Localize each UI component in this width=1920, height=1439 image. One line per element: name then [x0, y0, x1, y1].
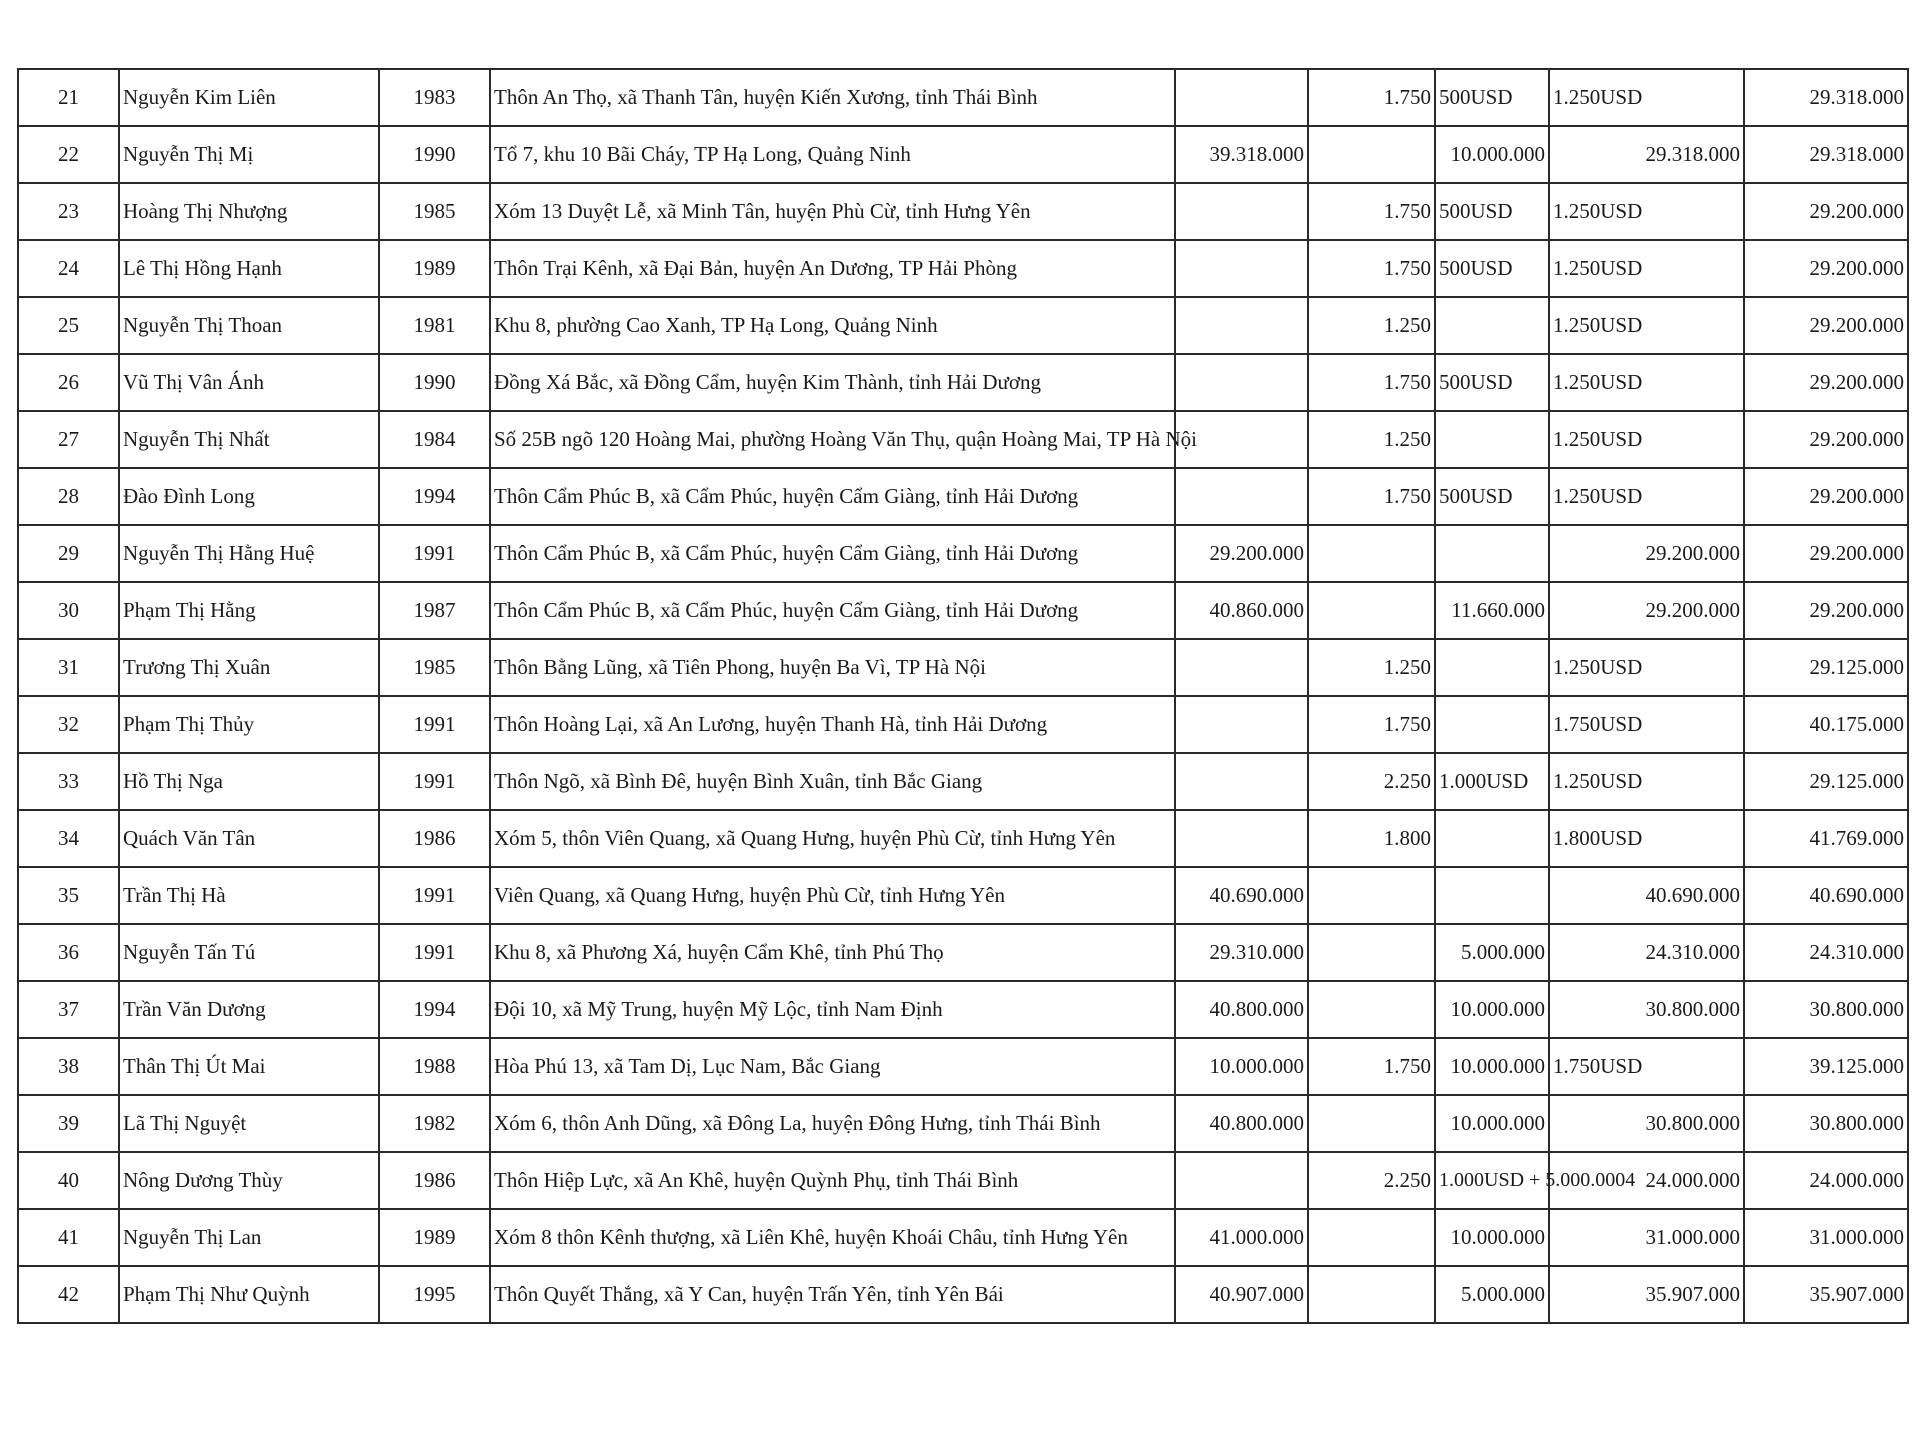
amount-col-8-cell: 1.250USD — [1549, 753, 1744, 810]
amount-col-8-cell: 1.800USD — [1549, 810, 1744, 867]
amount-col-7-cell — [1435, 867, 1549, 924]
amount-col-9-cell: 29.318.000 — [1744, 69, 1908, 126]
birth-year-cell: 1990 — [379, 354, 490, 411]
amount-col-7-cell: 1.000USD + 5.000.0004 — [1435, 1152, 1549, 1209]
row-number-cell: 22 — [18, 126, 119, 183]
address-cell: Số 25B ngõ 120 Hoàng Mai, phường Hoàng Văn Thụ, quận Hoàng Mai, TP Hà Nội — [490, 411, 1175, 468]
birth-year-cell: 1995 — [379, 1266, 490, 1323]
amount-col-8-cell: 1.250USD — [1549, 297, 1744, 354]
amount-col-9-cell: 29.200.000 — [1744, 354, 1908, 411]
amount-col-7-cell: 10.000.000 — [1435, 1095, 1549, 1152]
amount-col-5-cell: 40.860.000 — [1175, 582, 1308, 639]
amount-col-5-cell: 10.000.000 — [1175, 1038, 1308, 1095]
table-row — [18, 696, 1908, 753]
birth-year-cell: 1987 — [379, 582, 490, 639]
table-body — [18, 69, 1908, 1323]
table-row — [18, 810, 1908, 867]
amount-col-7-cell — [1435, 525, 1549, 582]
amount-col-5-cell — [1175, 696, 1308, 753]
full-name-cell: Quách Văn Tân — [119, 810, 379, 867]
amount-col-7-cell: 500USD — [1435, 183, 1549, 240]
amount-col-6-cell — [1308, 1095, 1435, 1152]
address-cell: Thôn Cẩm Phúc B, xã Cẩm Phúc, huyện Cẩm Giàng, tỉnh Hải Dương — [490, 525, 1175, 582]
full-name-cell: Nguyễn Thị Hằng Huệ — [119, 525, 379, 582]
table-row — [18, 411, 1908, 468]
amount-col-9-cell: 24.310.000 — [1744, 924, 1908, 981]
full-name-cell: Nguyễn Thị Thoan — [119, 297, 379, 354]
amount-col-5-cell — [1175, 297, 1308, 354]
amount-col-9-cell: 29.200.000 — [1744, 411, 1908, 468]
address-cell: Thôn Ngõ, xã Bình Đê, huyện Bình Xuân, tỉnh Bắc Giang — [490, 753, 1175, 810]
amount-col-7-cell — [1435, 639, 1549, 696]
amount-col-5-cell: 29.310.000 — [1175, 924, 1308, 981]
amount-col-9-cell: 29.200.000 — [1744, 582, 1908, 639]
amount-col-9-cell: 29.200.000 — [1744, 240, 1908, 297]
table-row — [18, 183, 1908, 240]
row-number-cell: 39 — [18, 1095, 119, 1152]
full-name-cell: Hoàng Thị Nhượng — [119, 183, 379, 240]
amount-col-7-cell — [1435, 297, 1549, 354]
row-number-cell: 41 — [18, 1209, 119, 1266]
amount-col-8-cell: 1.250USD — [1549, 411, 1744, 468]
address-cell: Xóm 5, thôn Viên Quang, xã Quang Hưng, huyện Phù Cừ, tỉnh Hưng Yên — [490, 810, 1175, 867]
full-name-cell: Đào Đình Long — [119, 468, 379, 525]
birth-year-cell: 1985 — [379, 183, 490, 240]
amount-col-8-cell: 1.250USD — [1549, 183, 1744, 240]
full-name-cell: Lã Thị Nguyệt — [119, 1095, 379, 1152]
amount-col-6-cell — [1308, 582, 1435, 639]
address-cell: Thôn An Thọ, xã Thanh Tân, huyện Kiến Xương, tỉnh Thái Bình — [490, 69, 1175, 126]
amount-col-9-cell: 29.200.000 — [1744, 468, 1908, 525]
amount-col-7-cell: 500USD — [1435, 354, 1549, 411]
address-cell: Khu 8, phường Cao Xanh, TP Hạ Long, Quảng Ninh — [490, 297, 1175, 354]
row-number-cell: 37 — [18, 981, 119, 1038]
address-cell: Xóm 6, thôn Anh Dũng, xã Đông La, huyện Đông Hưng, tỉnh Thái Bình — [490, 1095, 1175, 1152]
table-row — [18, 69, 1908, 126]
row-number-cell: 32 — [18, 696, 119, 753]
amount-col-9-cell: 40.175.000 — [1744, 696, 1908, 753]
amount-col-9-cell: 29.125.000 — [1744, 639, 1908, 696]
amount-col-5-cell — [1175, 354, 1308, 411]
amount-col-7-cell: 10.000.000 — [1435, 1038, 1549, 1095]
birth-year-cell: 1990 — [379, 126, 490, 183]
address-cell: Viên Quang, xã Quang Hưng, huyện Phù Cừ, tỉnh Hưng Yên — [490, 867, 1175, 924]
amount-col-8-cell: 1.750USD — [1549, 696, 1744, 753]
amount-col-6-cell: 1.800 — [1308, 810, 1435, 867]
amount-col-6-cell: 1.250 — [1308, 411, 1435, 468]
amount-col-9-cell: 29.200.000 — [1744, 297, 1908, 354]
birth-year-cell: 1988 — [379, 1038, 490, 1095]
full-name-cell: Nguyễn Tấn Tú — [119, 924, 379, 981]
amount-col-7-cell: 500USD — [1435, 240, 1549, 297]
amount-col-6-cell: 1.250 — [1308, 639, 1435, 696]
amount-col-7-cell: 5.000.000 — [1435, 924, 1549, 981]
address-cell: Thôn Bằng Lũng, xã Tiên Phong, huyện Ba Vì, TP Hà Nội — [490, 639, 1175, 696]
amount-col-5-cell — [1175, 183, 1308, 240]
amount-col-9-cell: 30.800.000 — [1744, 981, 1908, 1038]
amount-col-8-cell: 35.907.000 — [1549, 1266, 1744, 1323]
amount-col-7-cell: 11.660.000 — [1435, 582, 1549, 639]
amount-col-8-cell: 1.750USD — [1549, 1038, 1744, 1095]
amount-col-9-cell: 29.318.000 — [1744, 126, 1908, 183]
amount-col-7-cell — [1435, 411, 1549, 468]
amount-col-5-cell — [1175, 810, 1308, 867]
table-row — [18, 867, 1908, 924]
table-row — [18, 525, 1908, 582]
amount-col-8-cell: 24.000.000 — [1549, 1152, 1744, 1209]
amount-col-8-cell: 31.000.000 — [1549, 1209, 1744, 1266]
amount-col-6-cell: 1.750 — [1308, 696, 1435, 753]
row-number-cell: 33 — [18, 753, 119, 810]
address-cell: Hòa Phú 13, xã Tam Dị, Lục Nam, Bắc Giang — [490, 1038, 1175, 1095]
amount-col-8-cell: 24.310.000 — [1549, 924, 1744, 981]
amount-col-9-cell: 29.125.000 — [1744, 753, 1908, 810]
amount-col-6-cell — [1308, 924, 1435, 981]
amount-col-6-cell: 1.750 — [1308, 240, 1435, 297]
birth-year-cell: 1991 — [379, 696, 490, 753]
birth-year-cell: 1986 — [379, 1152, 490, 1209]
row-number-cell: 25 — [18, 297, 119, 354]
full-name-cell: Hồ Thị Nga — [119, 753, 379, 810]
table-row — [18, 1152, 1908, 1209]
amount-col-9-cell: 41.769.000 — [1744, 810, 1908, 867]
table-row — [18, 1266, 1908, 1323]
birth-year-cell: 1981 — [379, 297, 490, 354]
row-number-cell: 42 — [18, 1266, 119, 1323]
amount-col-8-cell: 29.200.000 — [1549, 582, 1744, 639]
amount-col-8-cell: 29.200.000 — [1549, 525, 1744, 582]
amount-col-6-cell — [1308, 1266, 1435, 1323]
amount-col-5-cell: 41.000.000 — [1175, 1209, 1308, 1266]
row-number-cell: 29 — [18, 525, 119, 582]
birth-year-cell: 1985 — [379, 639, 490, 696]
amount-col-7-cell: 10.000.000 — [1435, 981, 1549, 1038]
amount-col-5-cell — [1175, 753, 1308, 810]
row-number-cell: 36 — [18, 924, 119, 981]
amount-col-9-cell: 39.125.000 — [1744, 1038, 1908, 1095]
address-cell: Thôn Cẩm Phúc B, xã Cẩm Phúc, huyện Cẩm Giàng, tỉnh Hải Dương — [490, 468, 1175, 525]
birth-year-cell: 1991 — [379, 924, 490, 981]
full-name-cell: Nguyễn Kim Liên — [119, 69, 379, 126]
amount-col-9-cell: 29.200.000 — [1744, 183, 1908, 240]
table-row — [18, 354, 1908, 411]
amount-col-5-cell — [1175, 1152, 1308, 1209]
full-name-cell: Phạm Thị Thủy — [119, 696, 379, 753]
birth-year-cell: 1982 — [379, 1095, 490, 1152]
amount-col-8-cell: 1.250USD — [1549, 240, 1744, 297]
address-cell: Thôn Hoàng Lại, xã An Lương, huyện Thanh Hà, tỉnh Hải Dương — [490, 696, 1175, 753]
amount-col-5-cell — [1175, 468, 1308, 525]
table-row — [18, 240, 1908, 297]
birth-year-cell: 1986 — [379, 810, 490, 867]
birth-year-cell: 1994 — [379, 981, 490, 1038]
address-cell: Thôn Cẩm Phúc B, xã Cẩm Phúc, huyện Cẩm Giàng, tỉnh Hải Dương — [490, 582, 1175, 639]
row-number-cell: 24 — [18, 240, 119, 297]
amount-col-6-cell: 1.750 — [1308, 1038, 1435, 1095]
address-cell: Tổ 7, khu 10 Bãi Cháy, TP Hạ Long, Quảng Ninh — [490, 126, 1175, 183]
amount-col-5-cell — [1175, 639, 1308, 696]
full-name-cell: Trần Văn Dương — [119, 981, 379, 1038]
birth-year-cell: 1994 — [379, 468, 490, 525]
birth-year-cell: 1989 — [379, 240, 490, 297]
amount-col-5-cell: 40.907.000 — [1175, 1266, 1308, 1323]
amount-col-9-cell: 24.000.000 — [1744, 1152, 1908, 1209]
amount-col-9-cell: 35.907.000 — [1744, 1266, 1908, 1323]
amount-col-6-cell — [1308, 867, 1435, 924]
full-name-cell: Nông Dương Thùy — [119, 1152, 379, 1209]
row-number-cell: 26 — [18, 354, 119, 411]
amount-col-8-cell: 1.250USD — [1549, 354, 1744, 411]
amount-col-8-cell: 29.318.000 — [1549, 126, 1744, 183]
birth-year-cell: 1984 — [379, 411, 490, 468]
amount-col-6-cell: 1.750 — [1308, 69, 1435, 126]
amount-col-5-cell — [1175, 240, 1308, 297]
amount-col-7-cell: 10.000.000 — [1435, 1209, 1549, 1266]
amount-col-7-cell: 10.000.000 — [1435, 126, 1549, 183]
amount-col-5-cell — [1175, 69, 1308, 126]
amount-col-7-cell — [1435, 810, 1549, 867]
table-row — [18, 924, 1908, 981]
amount-col-8-cell: 1.250USD — [1549, 69, 1744, 126]
birth-year-cell: 1991 — [379, 753, 490, 810]
amount-col-9-cell: 29.200.000 — [1744, 525, 1908, 582]
amount-col-6-cell — [1308, 1209, 1435, 1266]
amount-col-5-cell: 40.800.000 — [1175, 981, 1308, 1038]
amount-col-7-cell: 500USD — [1435, 69, 1549, 126]
table-row — [18, 297, 1908, 354]
table-row — [18, 126, 1908, 183]
full-name-cell: Trương Thị Xuân — [119, 639, 379, 696]
amount-col-6-cell — [1308, 525, 1435, 582]
amount-col-7-cell: 5.000.000 — [1435, 1266, 1549, 1323]
birth-year-cell: 1991 — [379, 525, 490, 582]
row-number-cell: 40 — [18, 1152, 119, 1209]
table-row — [18, 1209, 1908, 1266]
row-number-cell: 31 — [18, 639, 119, 696]
row-number-cell: 23 — [18, 183, 119, 240]
amount-col-8-cell: 30.800.000 — [1549, 1095, 1744, 1152]
amount-col-8-cell: 1.250USD — [1549, 468, 1744, 525]
amount-col-6-cell: 1.750 — [1308, 183, 1435, 240]
table-row — [18, 1038, 1908, 1095]
row-number-cell: 35 — [18, 867, 119, 924]
table-row — [18, 753, 1908, 810]
amount-col-6-cell: 1.250 — [1308, 297, 1435, 354]
address-cell: Xóm 13 Duyệt Lễ, xã Minh Tân, huyện Phù Cừ, tỉnh Hưng Yên — [490, 183, 1175, 240]
full-name-cell: Nguyễn Thị Mị — [119, 126, 379, 183]
full-name-cell: Vũ Thị Vân Ánh — [119, 354, 379, 411]
amount-col-5-cell: 39.318.000 — [1175, 126, 1308, 183]
amount-col-8-cell: 1.250USD — [1549, 639, 1744, 696]
amount-col-6-cell: 1.750 — [1308, 354, 1435, 411]
full-name-cell: Phạm Thị Hằng — [119, 582, 379, 639]
address-cell: Khu 8, xã Phương Xá, huyện Cẩm Khê, tỉnh Phú Thọ — [490, 924, 1175, 981]
birth-year-cell: 1989 — [379, 1209, 490, 1266]
table-row — [18, 639, 1908, 696]
row-number-cell: 30 — [18, 582, 119, 639]
address-cell: Đồng Xá Bắc, xã Đồng Cẩm, huyện Kim Thành, tỉnh Hải Dương — [490, 354, 1175, 411]
amount-col-8-cell: 40.690.000 — [1549, 867, 1744, 924]
full-name-cell: Nguyễn Thị Nhất — [119, 411, 379, 468]
full-name-cell: Nguyễn Thị Lan — [119, 1209, 379, 1266]
full-name-cell: Thân Thị Út Mai — [119, 1038, 379, 1095]
amount-col-9-cell: 30.800.000 — [1744, 1095, 1908, 1152]
address-cell: Xóm 8 thôn Kênh thượng, xã Liên Khê, huyện Khoái Châu, tỉnh Hưng Yên — [490, 1209, 1175, 1266]
amount-col-9-cell: 31.000.000 — [1744, 1209, 1908, 1266]
address-cell: Đội 10, xã Mỹ Trung, huyện Mỹ Lộc, tỉnh Nam Định — [490, 981, 1175, 1038]
amount-col-7-cell — [1435, 696, 1549, 753]
amount-col-6-cell: 1.750 — [1308, 468, 1435, 525]
amount-col-9-cell: 40.690.000 — [1744, 867, 1908, 924]
amount-col-6-cell — [1308, 126, 1435, 183]
full-name-cell: Phạm Thị Như Quỳnh — [119, 1266, 379, 1323]
row-number-cell: 28 — [18, 468, 119, 525]
table-row — [18, 468, 1908, 525]
amount-col-6-cell: 2.250 — [1308, 753, 1435, 810]
table-row — [18, 981, 1908, 1038]
full-name-cell: Trần Thị Hà — [119, 867, 379, 924]
amount-col-5-cell: 40.800.000 — [1175, 1095, 1308, 1152]
amount-col-7-cell: 500USD — [1435, 468, 1549, 525]
table-row — [18, 1095, 1908, 1152]
row-number-cell: 38 — [18, 1038, 119, 1095]
row-number-cell: 21 — [18, 69, 119, 126]
address-cell: Thôn Quyết Thắng, xã Y Can, huyện Trấn Yên, tỉnh Yên Bái — [490, 1266, 1175, 1323]
amount-col-6-cell — [1308, 981, 1435, 1038]
birth-year-cell: 1991 — [379, 867, 490, 924]
amount-col-8-cell: 30.800.000 — [1549, 981, 1744, 1038]
birth-year-cell: 1983 — [379, 69, 490, 126]
amount-col-7-cell: 1.000USD — [1435, 753, 1549, 810]
table-row — [18, 582, 1908, 639]
data-table — [17, 68, 1909, 1324]
row-number-cell: 27 — [18, 411, 119, 468]
amount-col-5-cell: 40.690.000 — [1175, 867, 1308, 924]
amount-col-6-cell: 2.250 — [1308, 1152, 1435, 1209]
address-cell: Thôn Hiệp Lực, xã An Khê, huyện Quỳnh Phụ, tỉnh Thái Bình — [490, 1152, 1175, 1209]
full-name-cell: Lê Thị Hồng Hạnh — [119, 240, 379, 297]
address-cell: Thôn Trại Kênh, xã Đại Bản, huyện An Dương, TP Hải Phòng — [490, 240, 1175, 297]
amount-col-5-cell: 29.200.000 — [1175, 525, 1308, 582]
row-number-cell: 34 — [18, 810, 119, 867]
